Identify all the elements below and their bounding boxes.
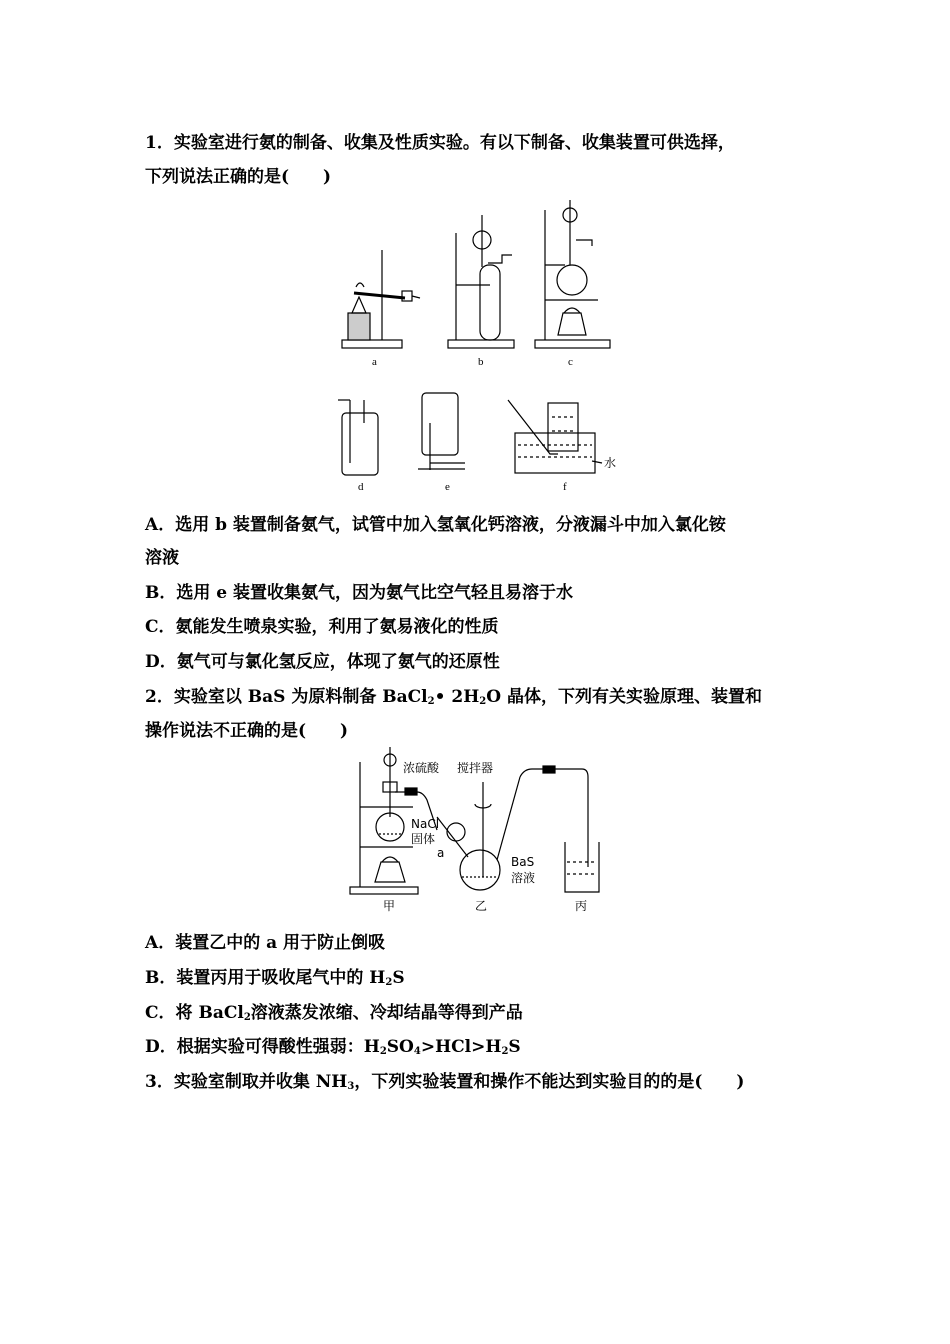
q2-option-c: C．将 BaCl$_2$溶液蒸发浓缩、冷却结晶等得到产品 [145, 1003, 523, 1023]
q1-option-b: B．选用 e 装置收集氨气，因为氨气比空气轻且易溶于水 [145, 583, 574, 603]
label-a-port: a [437, 846, 445, 860]
q1-option-a-line2: 溶液 [145, 548, 179, 568]
apparatus-b [448, 215, 514, 348]
q3-stem: 3．实验室制取并收集 $NH_3$，下列实验装置和操作不能达到实验目的的是( ) [145, 1072, 745, 1092]
apparatus-c [535, 200, 610, 348]
label-conc-acid: 浓硫酸 [403, 761, 440, 775]
q1-option-d: D．氨气可与氯化氢反应，体现了氨气的还原性 [145, 652, 500, 672]
label-f: f [563, 481, 567, 493]
q2-option-d: D．根据实验可得酸性强弱：$H_2SO_4>HCl>H_2S$ [145, 1037, 521, 1057]
apparatus-e [418, 393, 465, 470]
label-bas: BaS [511, 855, 535, 869]
apparatus-a [342, 250, 420, 348]
label-solid: 固体 [411, 832, 436, 846]
label-nacl: NaCl [411, 817, 440, 831]
label-jia: 甲 [383, 899, 396, 913]
q1-option-c: C．氨能发生喷泉实验，利用了氨易液化的性质 [145, 617, 499, 637]
q2-option-b: B．装置丙用于吸收尾气中的 $H_2S$ [145, 968, 405, 988]
water-label: 水 [604, 456, 617, 470]
label-d: d [358, 481, 364, 493]
q1-stem-line2: 下列说法正确的是( ) [145, 167, 332, 187]
q1-stem-line1: 1．实验室进行氨的制备、收集及性质实验。有以下制备、收集装置可供选择， [145, 133, 735, 153]
label-solution: 溶液 [511, 871, 536, 885]
label-yi: 乙 [475, 899, 488, 913]
apparatus-bing [565, 842, 599, 892]
label-bing: 丙 [575, 899, 588, 913]
q2-option-a: A．装置乙中的 a 用于防止倒吸 [145, 933, 386, 953]
q1-option-a-line1: A．选用 b 装置制备氨气，试管中加入氢氧化钙溶液，分液漏斗中加入氯化铵 [145, 515, 726, 535]
label-a: a [372, 356, 377, 368]
apparatus-d [338, 400, 378, 475]
q2-stem-line1: 2．实验室以 BaS 为原料制备 BaCl$_2$• $2H_2O$ 晶体，下列有关实验原理、装置和 [145, 687, 762, 707]
label-e: e [445, 481, 450, 493]
q2-apparatus-figure [345, 742, 605, 917]
q2-stem-line2: 操作说法不正确的是( ) [145, 721, 349, 741]
label-c: c [568, 356, 573, 368]
label-stirrer: 搅拌器 [457, 761, 494, 775]
apparatus-f [508, 400, 602, 473]
label-b: b [478, 356, 484, 368]
q1-apparatus-figure [330, 195, 630, 495]
